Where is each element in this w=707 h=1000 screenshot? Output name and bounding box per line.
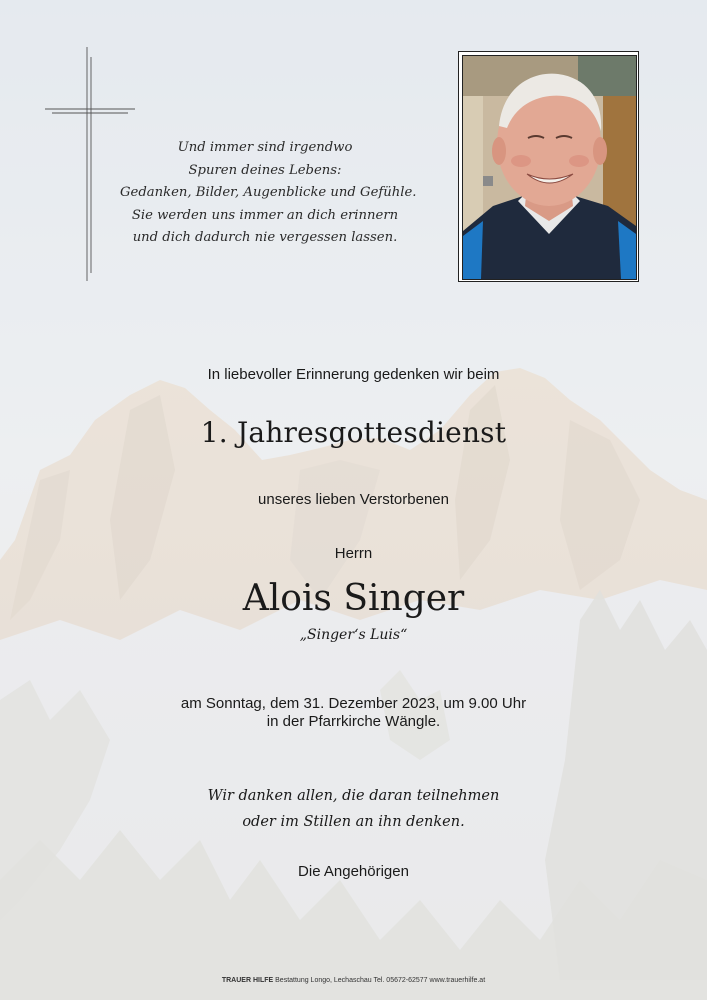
service-location: in der Pfarrkirche Wängle.: [266, 713, 441, 730]
footer-brand: TRAUER HILFE: [221, 977, 274, 984]
poem-line: und dich dadurch nie vergessen lassen.: [132, 230, 398, 245]
poem-line: Sie werden uns immer an dich erinnern: [131, 207, 399, 223]
service-title: 1. Jahresgottesdienst: [200, 416, 507, 449]
poem: [120, 137, 417, 250]
thanks-line: Wir danken allen, die daran teilnehmen: [207, 788, 500, 804]
signature: Die Angehörigen: [298, 863, 409, 880]
poem-line: Und immer sind irgendwo: [177, 140, 353, 155]
portrait-photo: [462, 55, 637, 280]
poem-line: Gedanken, Bilder, Augenblicke und Gefühle.: [120, 185, 417, 200]
footer-text: Bestattung Longo, Lechaschau Tel. 05672-62577 www.trauerhilfe.at: [273, 977, 486, 984]
footer: [0, 977, 707, 984]
portrait-frame: [458, 51, 639, 282]
nickname: „Singer‘s Luis“: [299, 627, 408, 643]
deceased-intro: unseres lieben Verstorbenen: [258, 491, 449, 508]
poem-line: Spuren deines Lebens:: [188, 162, 342, 178]
honorific: Herrn: [334, 545, 373, 562]
thanks-line: oder im Stillen an ihn denken.: [242, 814, 465, 830]
intro-text: In liebevoller Erinnerung gedenken wir beim: [207, 366, 500, 383]
deceased-name: Alois Singer: [242, 578, 465, 619]
service-date: am Sonntag, dem 31. Dezember 2023, um 9.00 Uhr: [180, 695, 527, 712]
